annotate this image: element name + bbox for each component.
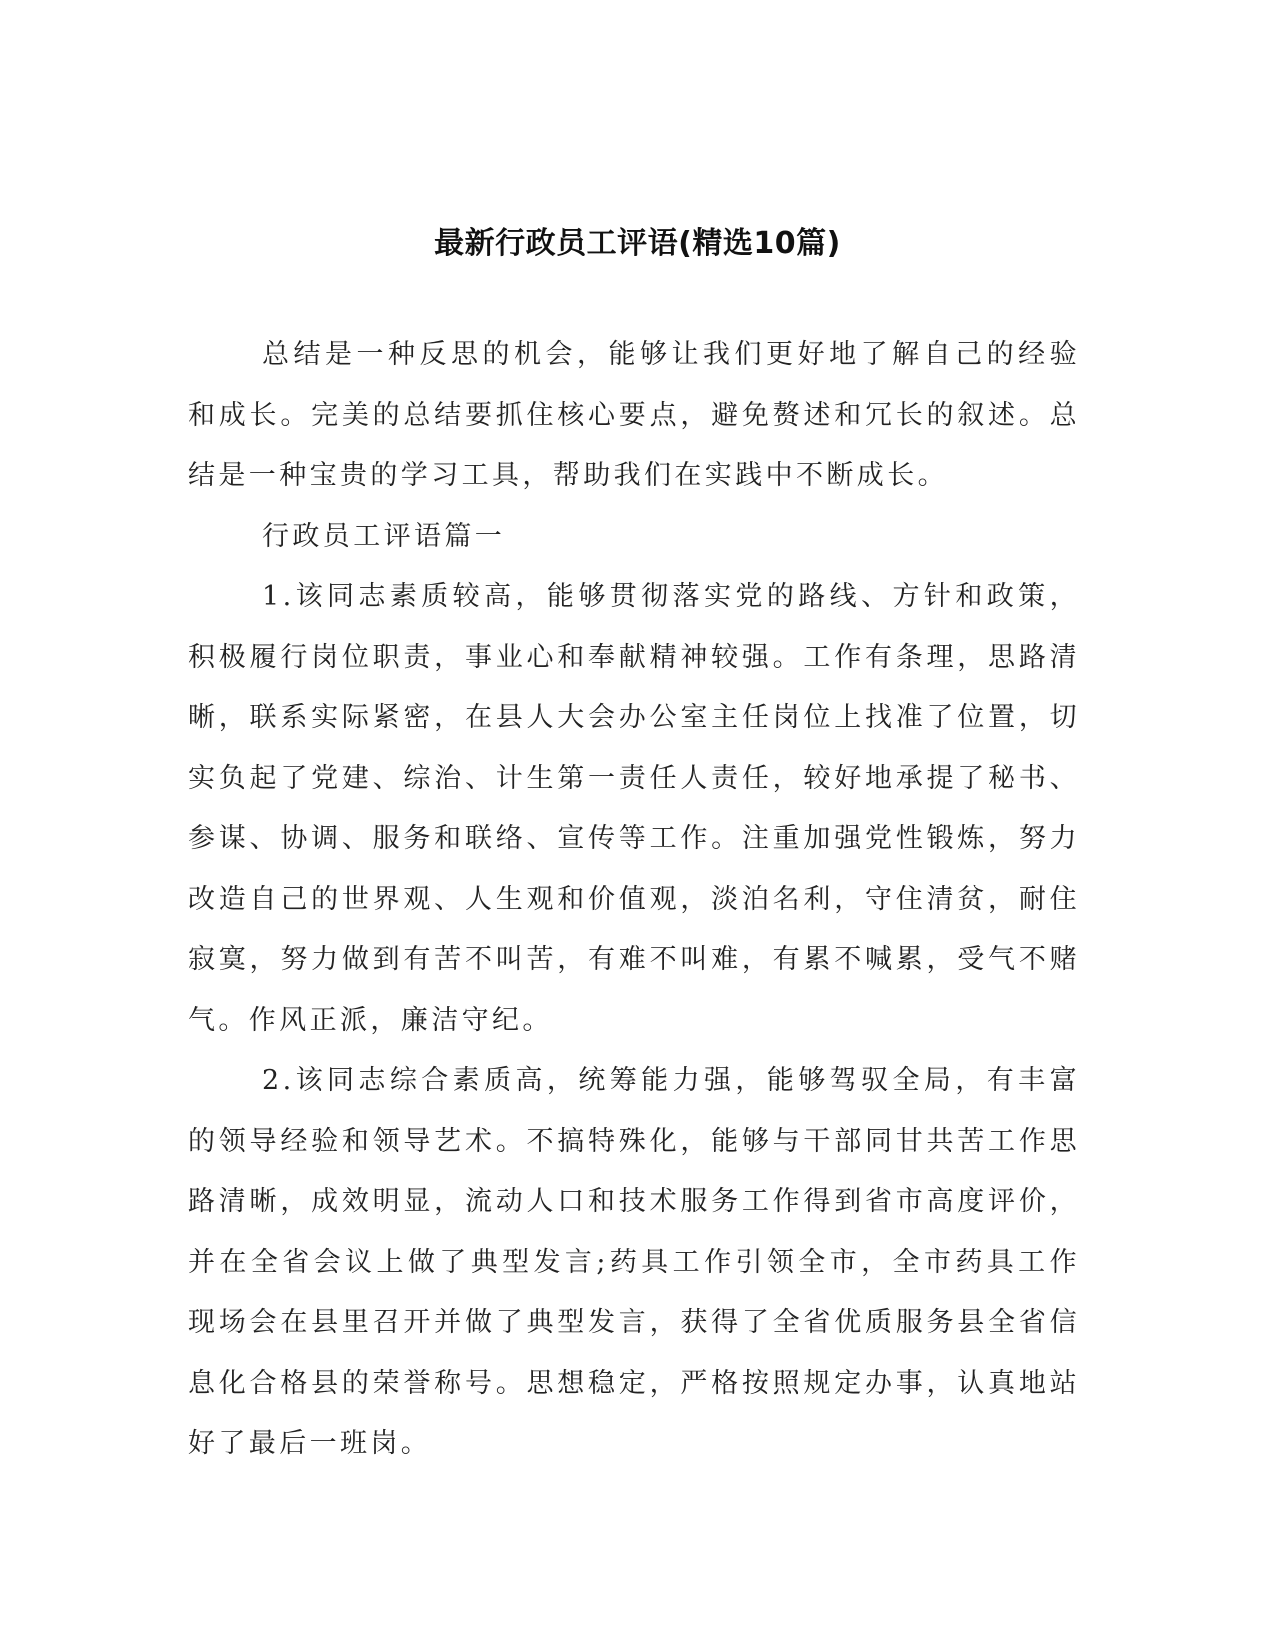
- section-heading: 行政员工评语篇一: [262, 520, 506, 552]
- comment-paragraph-1: 1.该同志素质较高，能够贯彻落实党的路线、方针和政策，积极履行岗位职责，事业心和奉献精神较强。工作有条理，思路清晰，联系实际紧密，在县人大会办公室主任岗位上找准了位置，切实负起了党建、综治、计生第一责任人责任，较好地承提了秘书、参谋、协调、服务和联络、宣传等工作。注重加强党性锻炼，努力改造自己的世界观、人生观和价值观，淡泊名利，守住清贫，耐住寂寞，努力做到有苦不叫苦，有难不叫难，有累不喊累，受气不赌气。作风正派，廉洁守纪。: [188, 581, 1080, 1036]
- intro-paragraph: 总结是一种反思的机会，能够让我们更好地了解自己的经验和成长。完美的总结要抓住核心要点，避免赘述和冗长的叙述。总结是一种宝贵的学习工具，帮助我们在实践中不断成长。: [188, 339, 1080, 491]
- document-body: [188, 325, 1080, 1475]
- document-title: 最新行政员工评语(精选10篇): [434, 226, 841, 262]
- comment-paragraph-2: 2.该同志综合素质高，统筹能力强，能够驾驭全局，有丰富的领导经验和领导艺术。不搞特殊化，能够与干部同甘共苦工作思路清晰，成效明显，流动人口和技术服务工作得到省市高度评价，并在全省会议上做了典型发言;药具工作引领全市，全市药具工作现场会在县里召开并做了典型发言，获得了全省优质服务县全省信息化合格县的荣誉称号。思想稳定，严格按照规定办事，认真地站好了最后一班岗。: [188, 1065, 1080, 1459]
